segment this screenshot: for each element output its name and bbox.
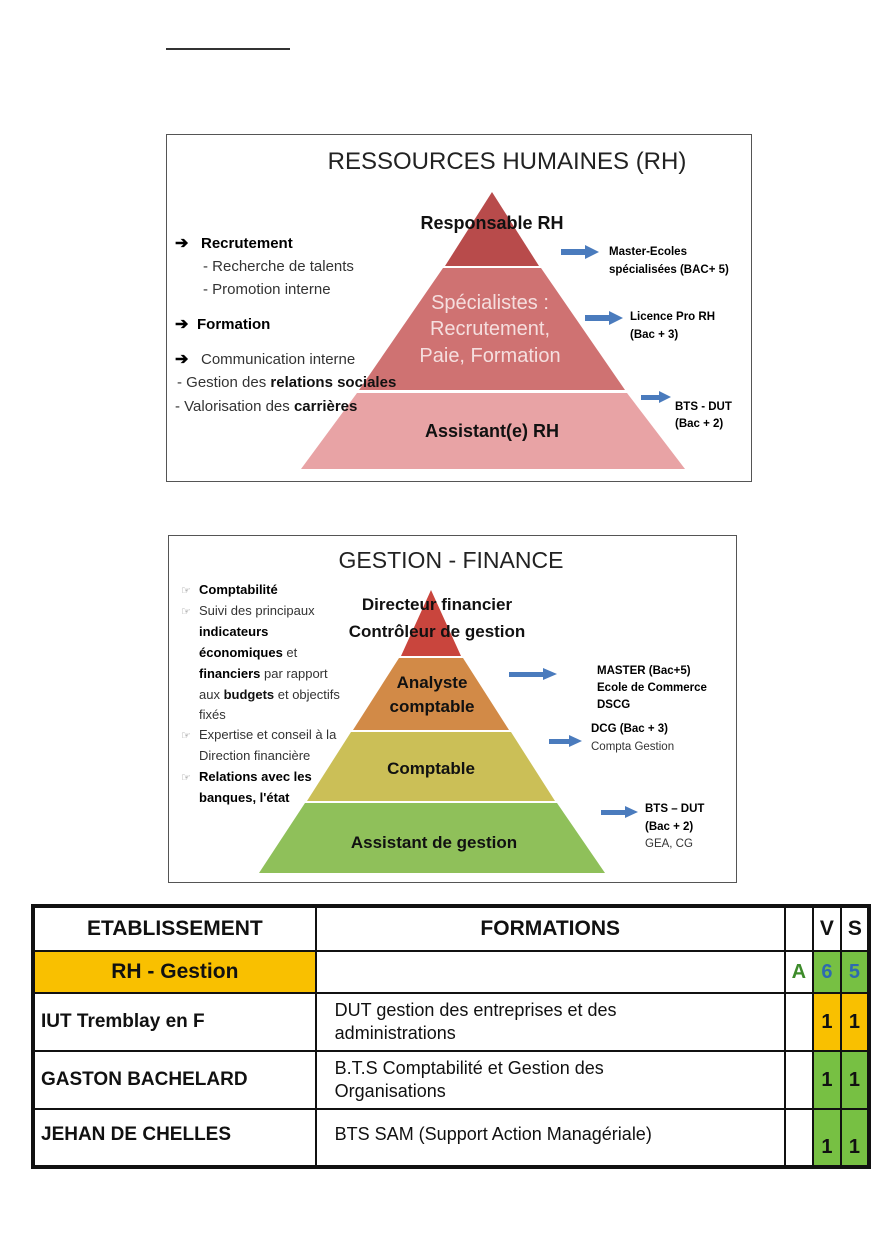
header-etablissement: ETABLISSEMENT — [33, 906, 316, 951]
formation-line: BTS SAM (Support Action Managériale) — [334, 1124, 652, 1144]
rh-right-bts-1: BTS - DUT — [675, 401, 732, 413]
gf-right-master-2: Ecole de Commerce — [597, 682, 707, 694]
pointing-hand-icon: ☞ — [181, 772, 191, 784]
arrow-right-icon: ➔ — [175, 351, 189, 368]
rh-right-licence-2: (Bac + 3) — [630, 329, 679, 341]
gf-item-expertise-2: Direction financière — [199, 748, 311, 763]
header-formations: FORMATIONS — [316, 906, 785, 951]
arrow-icon — [585, 311, 623, 325]
rh-bullet-communication: Communication interne — [201, 351, 356, 368]
gf-right-master-1: MASTER (Bac+5) — [597, 665, 691, 677]
header-s: S — [841, 906, 869, 951]
gf-item-comptabilite: Comptabilité — [199, 582, 278, 597]
rh-level-specialistes-3: Paie, Formation — [419, 345, 561, 367]
arrow-icon — [561, 245, 599, 259]
formation-line: administrations — [334, 1023, 456, 1043]
rh-bullet-carrieres: - Valorisation des carrières — [175, 398, 358, 415]
s-value: 1 — [841, 993, 869, 1051]
arrow-icon — [601, 806, 638, 818]
rh-level-assistant: Assistant(e) RH — [424, 421, 560, 441]
arrow-icon — [641, 391, 671, 403]
gf-right-bts-3: GEA, CG — [645, 838, 693, 850]
empty-cell — [785, 1109, 813, 1167]
header-empty — [785, 906, 813, 951]
category-empty — [316, 951, 785, 993]
arrow-right-icon: ➔ — [175, 235, 189, 252]
empty-cell — [785, 1051, 813, 1109]
category-s: 5 — [841, 951, 869, 993]
formations-table — [31, 904, 871, 1169]
gf-right-master-3: DSCG — [597, 699, 631, 711]
category-row — [33, 951, 869, 993]
table-row — [33, 993, 869, 1051]
rh-right-master-2: spécialisées (BAC+ 5) — [609, 264, 729, 276]
s-value: 1 — [841, 1051, 869, 1109]
gf-level-analyste-1: Analyste — [396, 673, 468, 692]
rh-title: RESSOURCES HUMAINES (RH) — [327, 148, 687, 175]
rh-right-licence-1: Licence Pro RH — [630, 311, 715, 323]
gf-item-suivi-6: fixés — [199, 707, 226, 722]
rh-level-specialistes-1: Spécialistes : — [431, 292, 549, 314]
rh-bullet-recrutement: Recrutement — [201, 235, 293, 252]
gf-item-relations-2: banques, l'état — [199, 790, 290, 805]
rh-bullet-talents: - Recherche de talents — [203, 258, 354, 275]
formation-cell — [316, 1051, 785, 1109]
arrow-icon — [509, 668, 557, 680]
gf-item-suivi-1: Suivi des principaux — [199, 603, 315, 618]
formation-line: DUT gestion des entreprises et des — [334, 1000, 617, 1020]
pointing-hand-icon: ☞ — [181, 606, 191, 618]
rh-diagram-panel — [166, 134, 752, 482]
gf-title: GESTION - FINANCE — [338, 547, 564, 573]
arrow-icon — [549, 735, 582, 747]
rh-right-bts-2: (Bac + 2) — [675, 418, 724, 430]
gf-level-analyste — [353, 658, 509, 730]
pointing-hand-icon: ☞ — [181, 585, 191, 597]
category-a: A — [785, 951, 813, 993]
gf-item-expertise-1: Expertise et conseil à la — [199, 727, 337, 742]
rh-level-specialistes-2: Recrutement, — [429, 318, 551, 340]
gf-item-suivi-2: indicateurs — [199, 624, 269, 639]
gf-item-suivi-3: économiques et — [199, 645, 298, 660]
table-header-row — [33, 906, 869, 951]
gf-item-suivi-4: financiers par rapport — [199, 666, 328, 681]
rh-level-responsable: Responsable RH — [420, 213, 564, 233]
rh-pyramid-svg — [167, 135, 753, 483]
table-row — [33, 1109, 869, 1167]
gf-level-comptable-label: Comptable — [387, 759, 475, 778]
header-v: V — [813, 906, 841, 951]
arrow-right-icon: ➔ — [175, 316, 189, 333]
category-name: RH - Gestion — [33, 951, 316, 993]
gf-pyramid-svg — [169, 536, 738, 884]
rh-bullet-relations: - Gestion des relations sociales — [177, 374, 397, 391]
rh-bullet-promotion: - Promotion interne — [203, 281, 331, 298]
formation-line: B.T.S Comptabilité et Gestion des — [334, 1058, 604, 1078]
v-value: 1 — [813, 1051, 841, 1109]
school-name: GASTON BACHELARD — [33, 1051, 316, 1109]
table-row — [33, 1051, 869, 1109]
v-value: 1 — [813, 993, 841, 1051]
gf-level-directeur: Directeur financier — [361, 595, 513, 614]
v-value: 1 — [813, 1109, 841, 1167]
rh-right-master-1: Master-Ecoles — [609, 246, 687, 258]
gf-right-dcg-2: Compta Gestion — [591, 741, 675, 753]
s-value: 1 — [841, 1109, 869, 1167]
gf-right-dcg-1: DCG (Bac + 3) — [591, 723, 669, 735]
empty-cell — [785, 993, 813, 1051]
gf-right-bts-2: (Bac + 2) — [645, 821, 694, 833]
gf-item-relations-1: Relations avec les — [199, 769, 312, 784]
gf-item-suivi-5: aux budgets et objectifs — [199, 687, 340, 702]
gf-level-assistant-label: Assistant de gestion — [350, 833, 518, 852]
gf-diagram-panel — [168, 535, 737, 883]
school-name: JEHAN DE CHELLES — [33, 1109, 316, 1167]
formation-cell — [316, 1109, 785, 1167]
gf-level-analyste-2: comptable — [389, 697, 475, 716]
pointing-hand-icon: ☞ — [181, 730, 191, 742]
top-rule — [166, 48, 290, 50]
formation-cell — [316, 993, 785, 1051]
gf-right-bts-1: BTS – DUT — [645, 803, 705, 815]
category-v: 6 — [813, 951, 841, 993]
school-name: IUT Tremblay en F — [33, 993, 316, 1051]
rh-bullet-formation: Formation — [197, 316, 271, 333]
gf-level-controleur: Contrôleur de gestion — [348, 622, 526, 641]
formation-line: Organisations — [334, 1081, 446, 1101]
